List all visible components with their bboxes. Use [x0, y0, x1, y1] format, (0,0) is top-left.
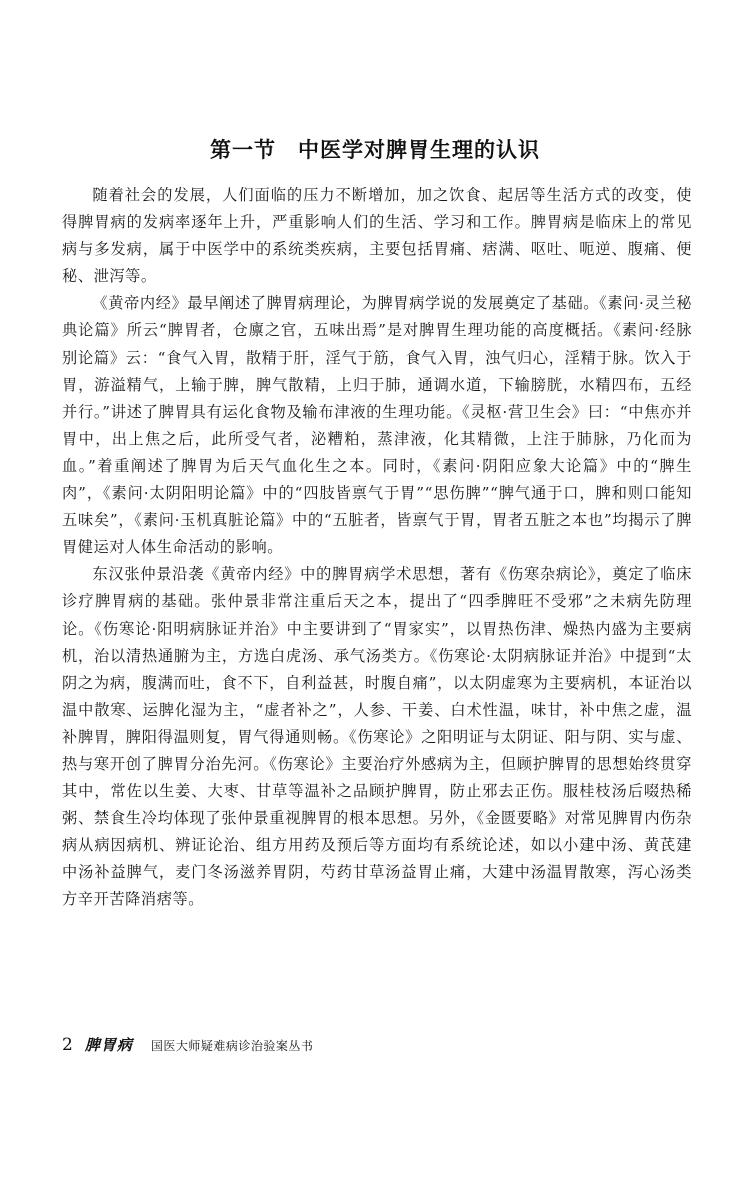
paragraph-intro: 随着社会的发展，人们面临的压力不断增加，加之饮食、起居等生活方式的改变，使得脾胃病的发病率逐年上升，严重影响人们的生活、学习和工作。脾胃病是临床上的常见病与多发病，属于中医学中的系统类疾病，主要包括胃痛、痞满、呕吐、呃逆、腹痛、便秘、泄泻等。 — [62, 186, 692, 286]
paragraph-huangdi-neijing: 《黄帝内经》最早阐述了脾胃病理论，为脾胃病学说的发展奠定了基础。《素问·灵兰秘典论篇》所云“脾胃者，仓廪之官，五味出焉”是对脾胃生理功能的高度概括。《素问·经脉别论篇》云：“食气入胃，散精于肝，淫气于筋，食气入胃，浊气归心，淫精于脉。饮入于胃，游溢精气，上输于脾，脾气散精，上归于肺，通调水道，下输膀胱，水精四布，五经并行。”讲述了脾胃具有运化食物及输布津液的生理功能。《灵枢·营卫生会》曰：“中焦亦并胃中，出上焦之后，此所受气者，泌糟粕，蒸津液，化其精微，上注于肺脉，乃化而为血。”着重阐述了脾胃为后天气血化生之本。同时，《素问·阴阳应象大论篇》中的“脾生肉”，《素问·太阴阳明论篇》中的“四肢皆禀气于胃”“思伤脾”“脾气通于口，脾和则口能知五味矣”，《素问·玉机真脏论篇》中的“五脏者，皆禀气于胃，胃者五脏之本也”均揭示了脾胃健运对人体生命活动的影响。 — [62, 294, 692, 557]
running-book-title: 脾胃病 — [84, 1036, 133, 1054]
page-number: 2 — [62, 1035, 73, 1055]
running-series-title: 国医大师疑难病诊治验案丛书 — [150, 1039, 314, 1053]
body-text — [62, 182, 692, 914]
section-heading — [0, 134, 750, 164]
paragraph-zhang-zhongjing: 东汉张仲景沿袭《黄帝内经》中的脾胃病学术思想，著有《伤寒杂病论》，奠定了临床诊疗脾胃病的基础。张仲景非常注重后天之本，提出了“四季脾旺不受邪”之未病先防理论。《伤寒论·阳明病脉证并治》中主要讲到了“胃家实”，以胃热伤津、燥热内盛为主要病机，治以清热通腑为主，方选白虎汤、承气汤类方。《伤寒论·太阴病脉证并治》中提到“太阴之为病，腹满而吐，食不下，自利益甚，时腹自痛”，以太阴虚寒为主要病机，本证治以温中散寒、运脾化湿为主，“虚者补之”，人参、干姜、白术性温，味甘，补中焦之虚，温补脾胃，脾阳得温则复，胃气得通则畅。《伤寒论》之阳明证与太阴证、阳与阴、实与虚、热与寒开创了脾胃分治先河。《伤寒论》主要治疗外感病为主，但顾护脾胃的思想始终贯穿其中，常佐以生姜、大枣、甘草等温补之品顾护脾胃，防止邪去正伤。服桂枝汤后啜热稀粥、禁食生冷均体现了张仲景重视脾胃的根本思想。另外，《金匮要略》对常见脾胃内伤杂病从病因病机、辨证论治、组方用药及预后等方面均有系统论述，如以小建中汤、黄芪建中汤补益脾气，麦门冬汤滋养胃阴，芍药甘草汤益胃止痛，大建中汤温胃散寒，泻心汤类方辛开苦降消痞等。 — [62, 565, 692, 909]
page-footer — [62, 1034, 313, 1055]
section-number: 第一节 — [210, 138, 276, 163]
section-title: 中医学对脾胃生理的认识 — [298, 138, 540, 163]
